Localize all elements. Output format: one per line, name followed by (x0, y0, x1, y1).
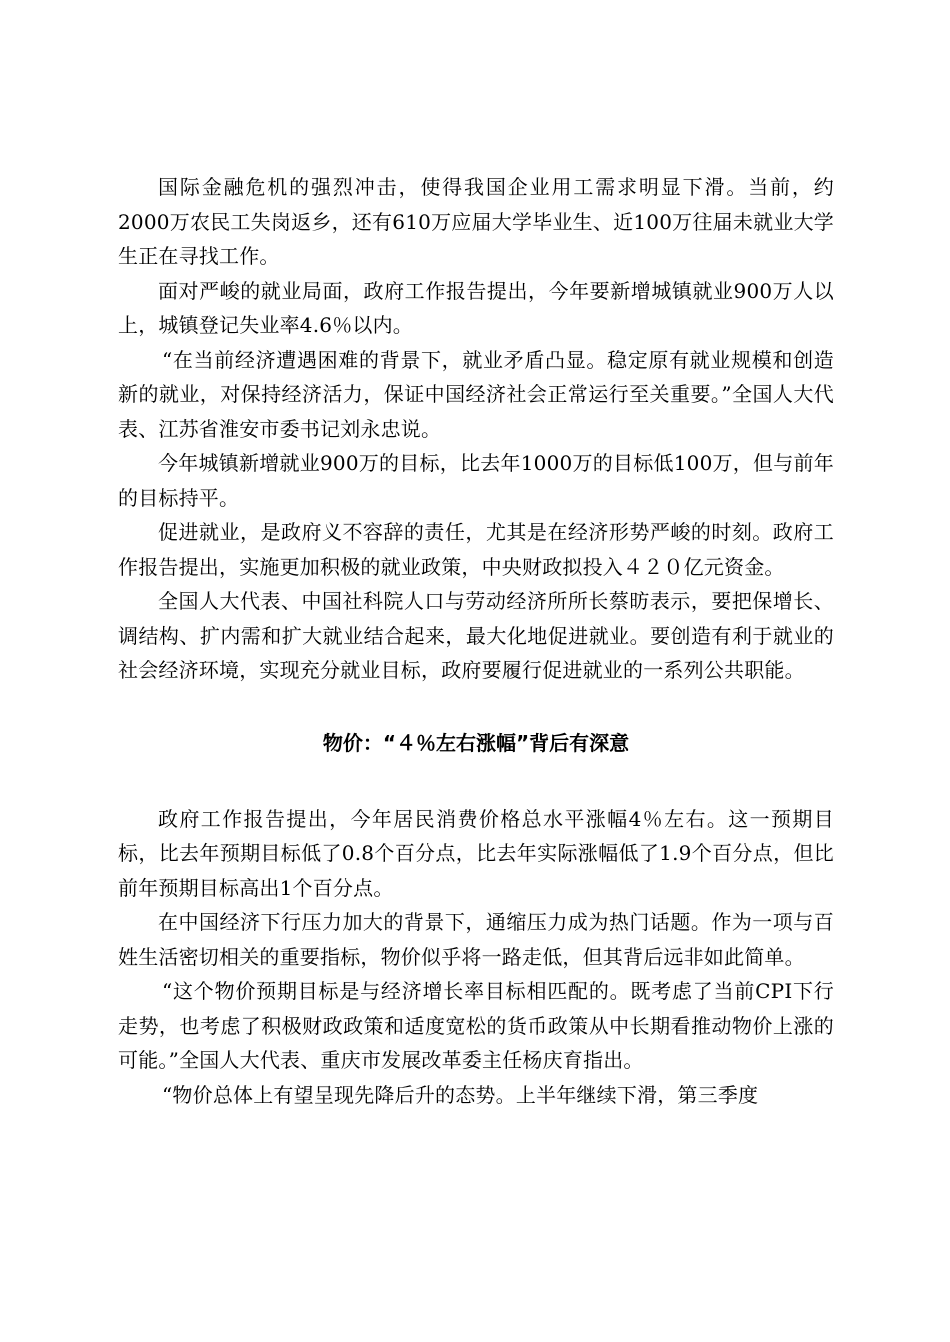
paragraph-target-comparison: 今年城镇新增就业900万的目标，比去年1000万的目标低100万，但与前年的目标持平。 (118, 451, 834, 510)
paragraph-deflation-pressure: 在中国经济下行压力加大的背景下，通缩压力成为热门话题。作为一项与百姓生活密切相关的重要指标，物价似乎将一路走低，但其背后远非如此简单。 (118, 910, 834, 969)
paragraph-quote-yang-qingyu: “这个物价预期目标是与经济增长率目标相匹配的。既考虑了当前CPI下行走势，也考虑了积极财政政策和适度宽松的货币政策从中长期看推动物价上涨的可能。”全国人大代表、重庆市发展改革委主任杨庆育指出。 (118, 979, 834, 1072)
paragraph-employment-policy: 促进就业，是政府义不容辞的责任，尤其是在经济形势严峻的时刻。政府工作报告提出，实施更加积极的就业政策，中央财政拟投入４２０亿元资金。 (118, 520, 834, 579)
paragraph-quote-liu-yongzhong: “在当前经济遭遇困难的背景下，就业矛盾凸显。稳定原有就业规模和创造新的就业，对保持经济活力，保证中国经济社会正常运行至关重要。”全国人大代表、江苏省淮安市委书记刘永忠说。 (118, 347, 834, 441)
document-page (118, 170, 834, 1112)
paragraph-financial-crisis: 国际金融危机的强烈冲击，使得我国企业用工需求明显下滑。当前，约2000万农民工失岗返乡，还有610万应届大学毕业生、近100万往届未就业大学生正在寻找工作。 (118, 175, 834, 268)
paragraph-cpi-target: 政府工作报告提出，今年居民消费价格总水平涨幅4％左右。这一预期目标，比去年预期目标低了0.8个百分点，比去年实际涨幅低了1.9个百分点，但比前年预期目标高出1个百分点。 (118, 806, 834, 900)
paragraph-cai-fang: 全国人大代表、中国社科院人口与劳动经济所所长蔡昉表示，要把保增长、调结构、扩内需和扩大就业结合起来，最大化地促进就业。要创造有利于就业的社会经济环境，实现充分就业目标，政府要履行促进就业的一系列公共职能。 (118, 589, 834, 682)
section-heading-prices: 物价：“４％左右涨幅”背后有深意 (322, 730, 630, 755)
paragraph-price-trend: “物价总体上有望呈现先降后升的态势。上半年继续下滑，第三季度 (162, 1082, 759, 1107)
paragraph-employment-target: 面对严峻的就业局面，政府工作报告提出，今年要新增城镇就业900万人以上，城镇登记失业率4.6％以内。 (118, 278, 834, 337)
